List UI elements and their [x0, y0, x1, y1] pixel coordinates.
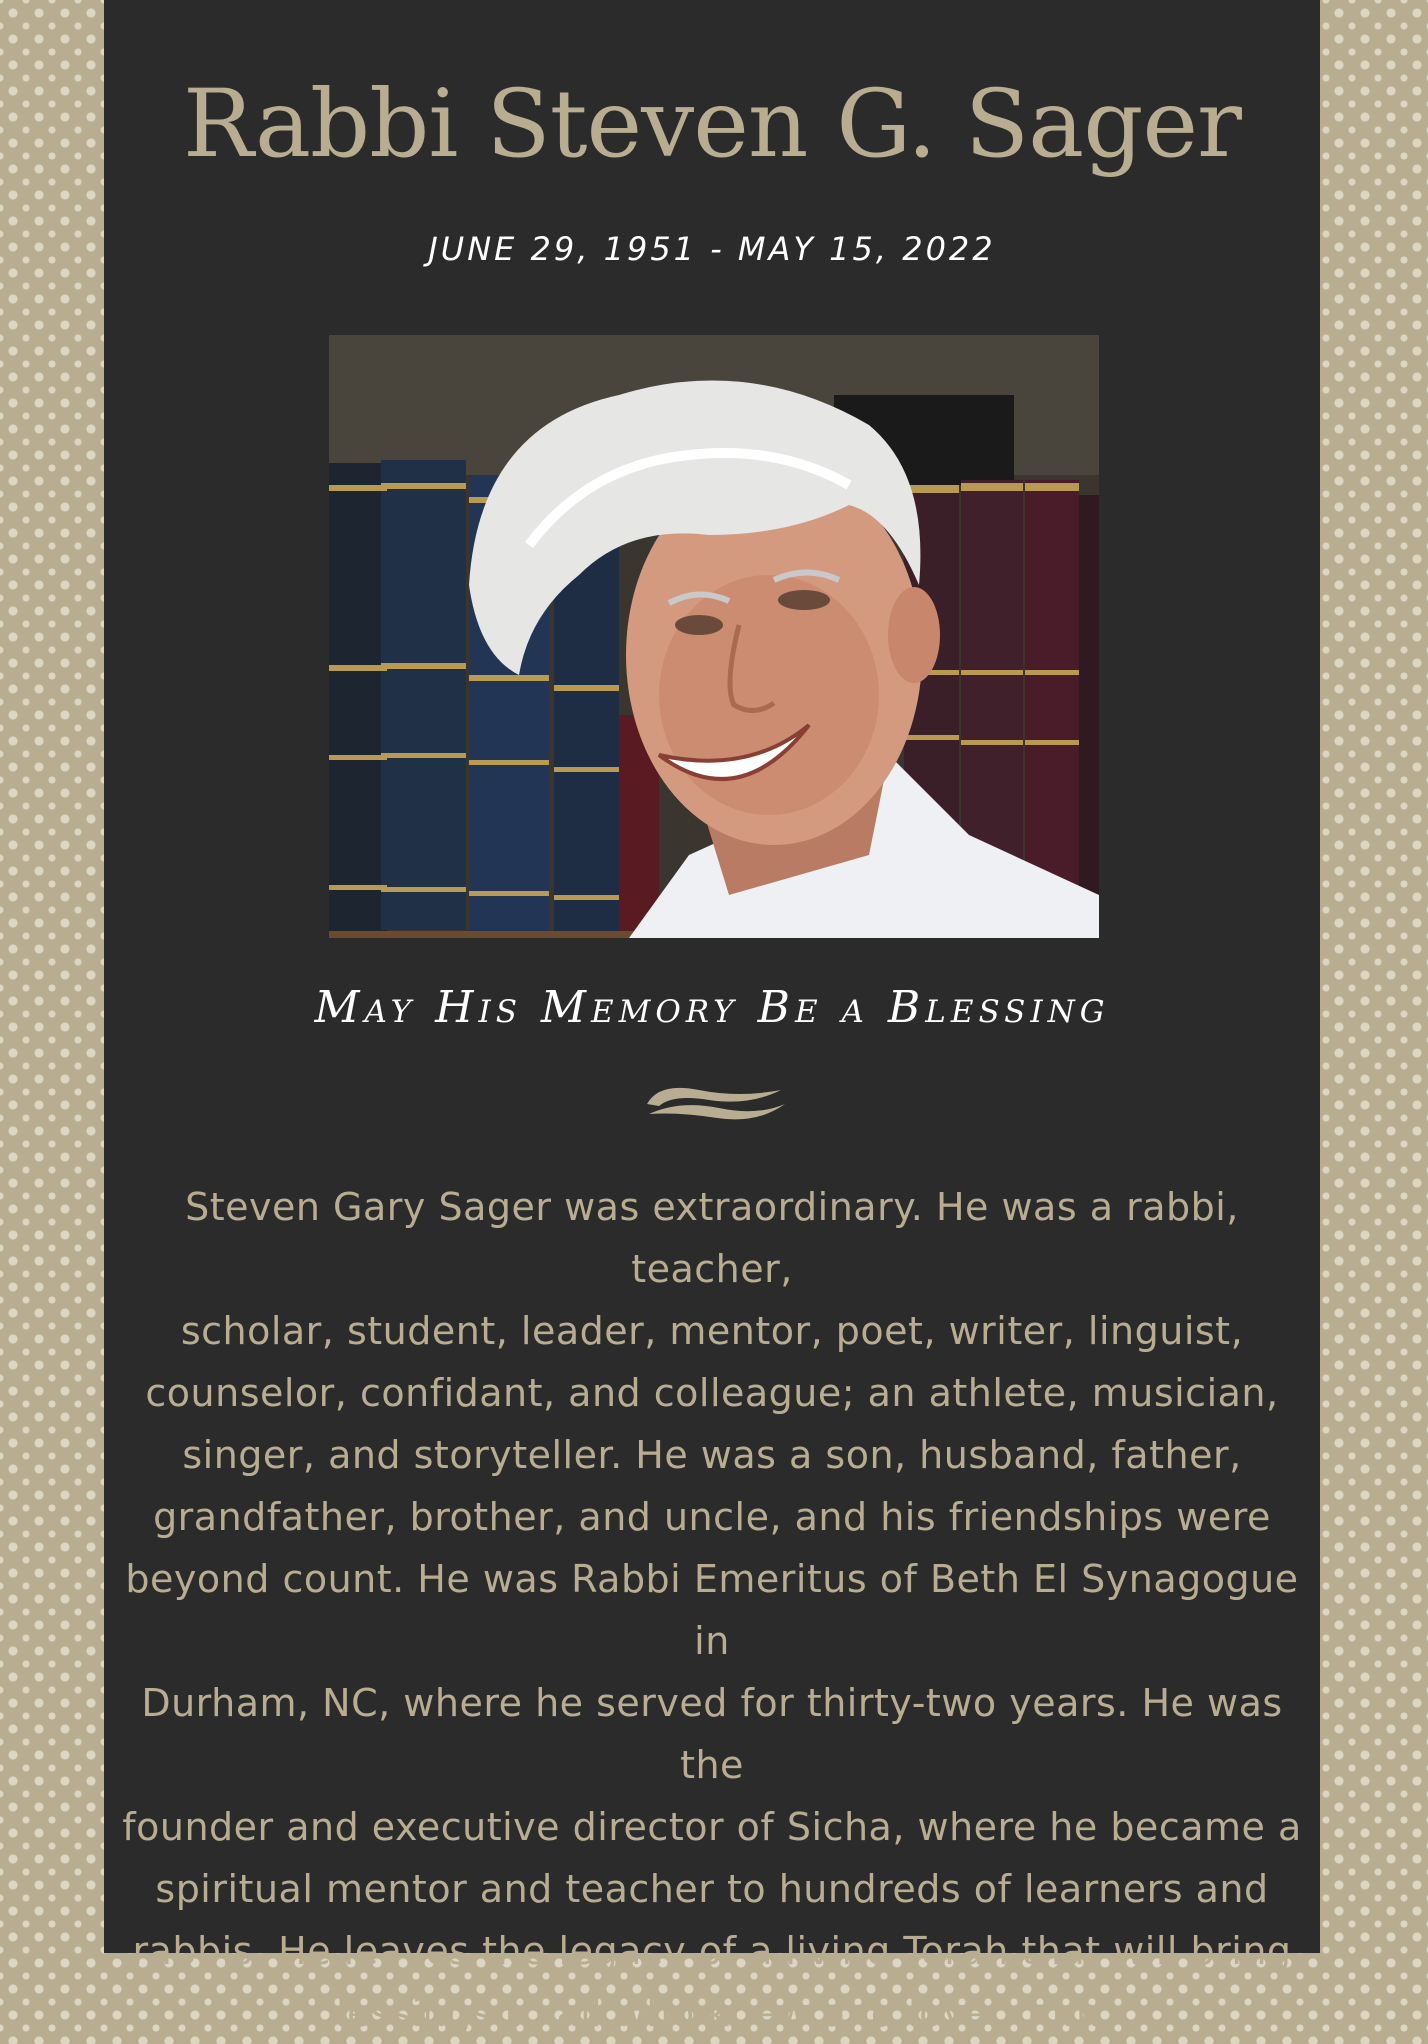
portrait-photo — [329, 335, 1099, 938]
memorial-tagline: May His Memory Be a Blessing — [314, 982, 1110, 1033]
memorial-biography: Steven Gary Sager was extraordinary. He was a rabbi, teacher, scholar, student, leader, mentor, poet, writer, linguist, counselor, confidant, and colleague; an athlete, musician, singer, and storyteller. He was a son, husband, father, grandfather, brother, and uncle, and his friendships were beyond count. He was Rabbi Emeritus of Beth El Synagogue in Durham, NC, where he served for thirty-two years. He was the founder and executive director of Sicha, where he became a spiritual mentor and teacher to hundreds of learners and rabbis. He leaves the legacy of a living Torah that will bring blessings to all who knew and loved him. — [122, 1185, 1302, 2035]
decorative-swirl-icon — [639, 1076, 789, 1130]
memorial-card — [104, 0, 1320, 2035]
memorial-dates: JUNE 29, 1951 - MAY 15, 2022 — [428, 230, 996, 268]
memorial-name: Rabbi Steven G. Sager — [183, 70, 1241, 179]
